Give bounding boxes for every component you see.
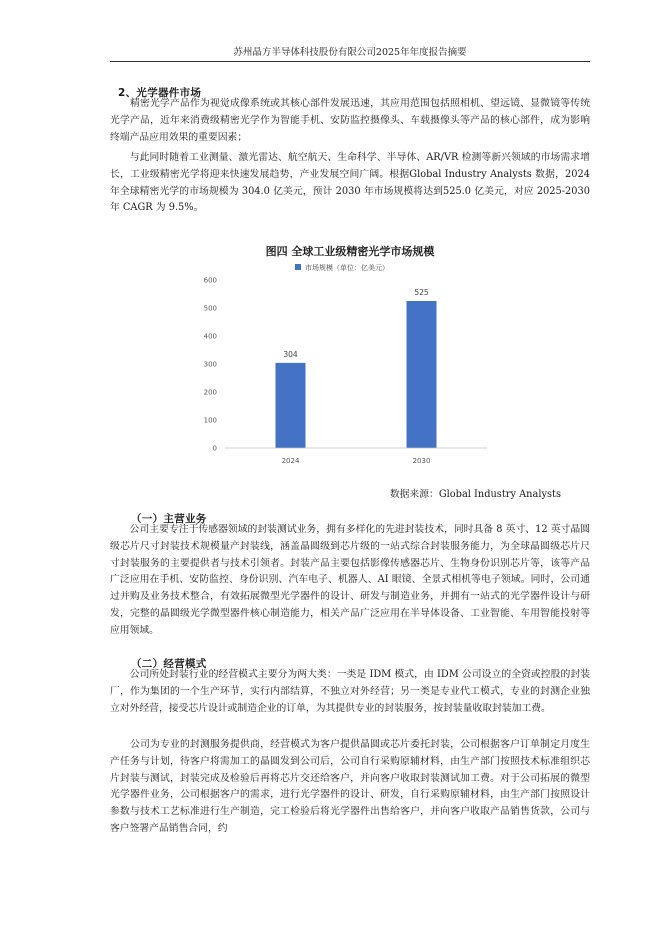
- figure-source: 数据来源：Global Industry Analysts: [389, 489, 561, 500]
- section-heading-main-business: （一）主营业务: [131, 513, 207, 525]
- y-tick-label: 200: [203, 388, 217, 397]
- y-tick-label: 600: [203, 276, 217, 285]
- x-tick-label: 2024: [281, 457, 300, 465]
- paragraph-business-model-2: 公司为专业的封测服务提供商，经营模式为客户提供晶圆或芯片委托封装，公司根据客户订单制定月度生产任务与计划，待客户将需加工的晶圆发到公司后，公司自行采购原辅材料，由生产部门按照技术标准组织芯片封装与测试，封装完成及检验后再将芯片交还给客户，并向客户收取封装测试加工费。对于公司拓展的微型光学器件业务，公司根据客户的需求，进行光学器件的设计、研发，自行采购原辅材料，由生产部门按照设计参数与技术工艺标准进行生产制造，完工检验后将光学器件出售给客户，并向客户收取产品销售货款，公司与客户签署产品销售合同，约: [110, 739, 590, 834]
- paragraph-business-model-1: 公司所处封装行业的经营模式主要分为两大类：一类是 IDM 模式，由 IDM 公司设立的全资或控股的封装厂，作为集团的一个生产环节，实行内部结算，不独立对外经营；另一类是专业代工模式，专业的封测企业独立对外经营，接受芯片设计或制造企业的订单，为其提供专业的封装服务，按封装量收取封装加工费。: [110, 669, 590, 714]
- y-tick-label: 300: [203, 360, 217, 369]
- y-tick-label: 500: [203, 304, 217, 313]
- page-header: 苏州晶方半导体科技股份有限公司2025年年度报告摘要: [233, 47, 467, 58]
- legend-label: 市场规模（单位：亿美元）: [305, 264, 389, 272]
- section-heading-business-model: （二）经营模式: [131, 658, 207, 670]
- bar-2030: [407, 301, 437, 448]
- section-heading-optical: 2、光学器件市场: [118, 87, 202, 99]
- paragraph-optical-1: 精密光学产品作为视觉成像系统或其核心部件发展迅速，其应用范围包括照相机、望远镜、显微镜等传统光学产品，近年来消费级精密光学作为智能手机、安防监控摄像头、车载摄像头等产品的核心部件，成为影响终端产品应用效果的重要因素；: [110, 98, 590, 143]
- figure-title: 图四 全球工业级精密光学市场规模: [265, 245, 435, 258]
- market-size-chart: [195, 258, 495, 480]
- paragraph-optical-2: 与此同时随着工业测量、激光雷达、航空航天、生命科学、半导体、AR/VR 检测等新兴领域的市场需求增长，工业级精密光学将迎来快速发展趋势，产业发展空间广阔。根据Global Industry Analysts 数据，2024 年全球精密光学的市场规模为 304.0 亿美元，预计 2030 年市场规模将达到525.0 亿美元，对应 2025-2030 年 CAGR 为 9.5%。: [110, 152, 590, 214]
- header-rule: [110, 61, 590, 62]
- y-tick-label: 400: [203, 332, 217, 341]
- paragraph-main-business: 公司主要专注于传感器领域的封装测试业务，拥有多样化的先进封装技术，同时具备 8 英寸、12 英寸晶圆级芯片尺寸封装技术规模量产封装线，涵盖晶圆级到芯片级的一站式综合封装服务能力，为全球晶圆级芯片尺寸封装服务的主要提供者与技术引领者。封装产品主要包括影像传感器芯片、生物身份识别芯片等，该等产品广泛应用在手机、安防监控、身份识别、汽车电子、机器人、AI 眼镜、全景式相机等电子领域。同时，公司通过并购及业务技术整合，有效拓展微型光学器件的设计、研发与制造业务，并拥有一站式的光学器件设计与研发，完整的晶圆级光学微型器件核心制造能力，相关产品广泛应用在半导体设备、工业智能、车用智能投射等应用领域。: [110, 524, 590, 636]
- chart-legend: [295, 263, 389, 272]
- x-tick-label: 2030: [412, 457, 431, 465]
- data-label-2030: 525: [414, 288, 429, 297]
- data-label-2024: 304: [283, 349, 298, 359]
- bar-2024: [276, 363, 306, 448]
- legend-swatch: [295, 264, 301, 270]
- y-tick-label: 0: [212, 444, 217, 453]
- y-tick-label: 100: [203, 416, 217, 425]
